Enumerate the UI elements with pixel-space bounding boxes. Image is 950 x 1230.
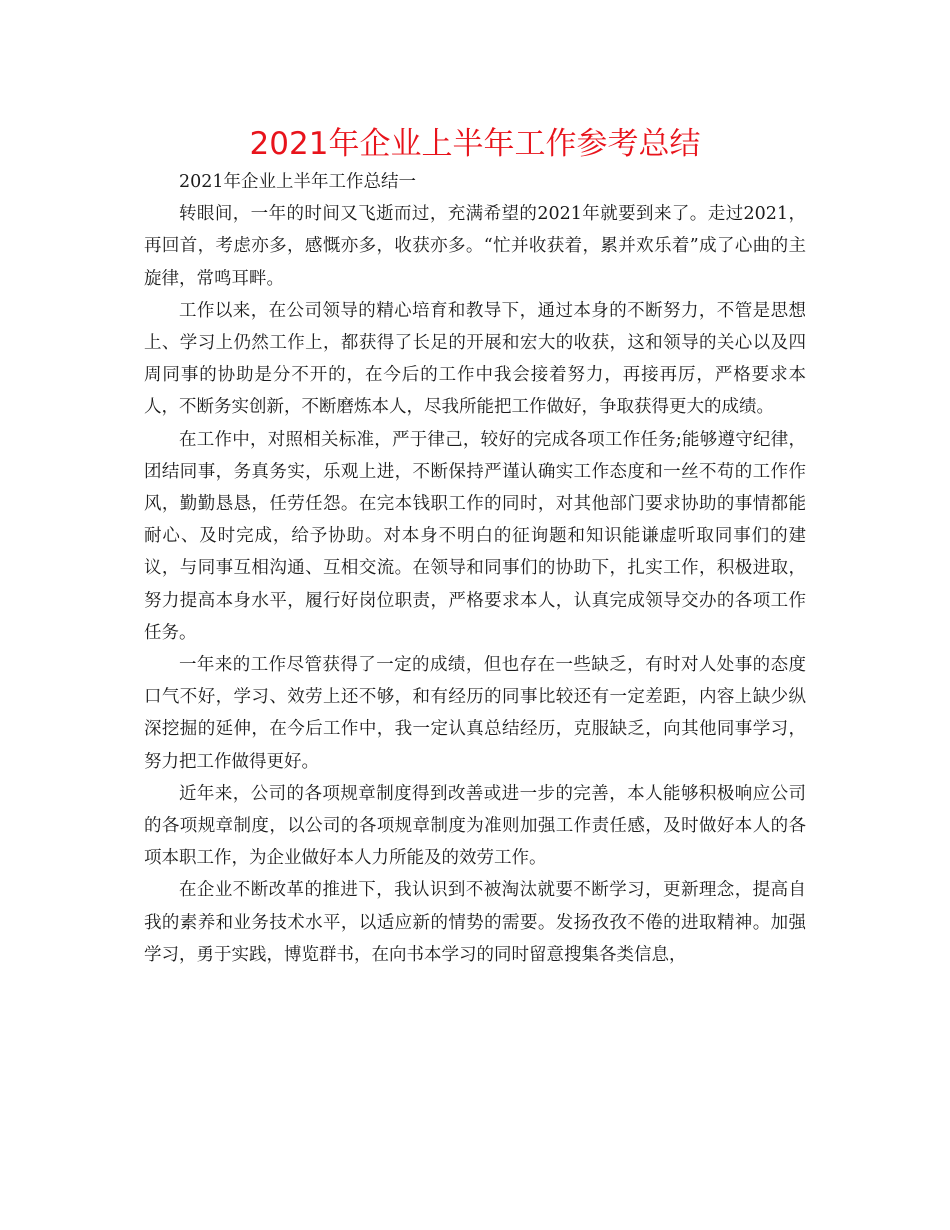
document-title: 2021年企业上半年工作参考总结 [249, 126, 701, 162]
subtitle-paragraph: 2021年企业上半年工作总结一 [179, 172, 417, 192]
body-paragraph: 转眼间，一年的时间又飞逝而过，充满希望的2021年就要到来了。走过2021，再回首，考虑亦多，感慨亦多，收获亦多。“忙并收获着，累并欢乐着”成了心曲的主旋律，常鸣耳畔。 [144, 204, 806, 289]
body-paragraph: 在企业不断改革的推进下，我认识到不被淘汰就要不断学习，更新理念，提高自我的素养和业务技术水平，以适应新的情势的需要。发扬孜孜不倦的进取精神。加强学习，勇于实践，博览群书，在向书本学习的同时留意搜集各类信息， [144, 880, 806, 965]
body-paragraph: 近年来，公司的各项规章制度得到改善或进一步的完善，本人能够积极响应公司的各项规章制度，以公司的各项规章制度为准则加强工作责任感，及时做好本人的各项本职工作，为企业做好本人力所能及的效劳工作。 [144, 783, 806, 869]
body-paragraph: 在工作中，对照相关标准，严于律己，较好的完成各项工作任务;能够遵守纪律，团结同事，务真务实，乐观上进，不断保持严谨认确实工作态度和一丝不苟的工作作风，勤勤恳恳，任劳任怨。在完本钱职工作的同时，对其他部门要求协助的事情都能耐心、及时完成，给予协助。对本身不明白的征询题和知识能谦虚听取同事们的建议，与同事互相沟通、互相交流。在领导和同事们的协助下，扎实工作，积极进取，努力提高本身水平，履行好岗位职责，严格要求本人，认真完成领导交办的各项工作任务。 [144, 429, 806, 643]
body-paragraph: 工作以来，在公司领导的精心培育和教导下，通过本身的不断努力，不管是思想上、学习上仍然工作上，都获得了长足的开展和宏大的收获，这和领导的关心以及四周同事的协助是分不开的，在今后的工作中我会接着努力，再接再厉，严格要求本人，不断务实创新，不断磨炼本人，尽我所能把工作做好，争取获得更大的成绩。 [144, 300, 806, 418]
body-paragraph: 一年来的工作尽管获得了一定的成绩，但也存在一些缺乏，有时对人处事的态度口气不好，学习、效劳上还不够，和有经历的同事比较还有一定差距，内容上缺少纵深挖掘的延伸，在今后工作中，我一定认真总结经历，克服缺乏，向其他同事学习，努力把工作做得更好。 [144, 655, 806, 772]
document-body [144, 166, 806, 971]
